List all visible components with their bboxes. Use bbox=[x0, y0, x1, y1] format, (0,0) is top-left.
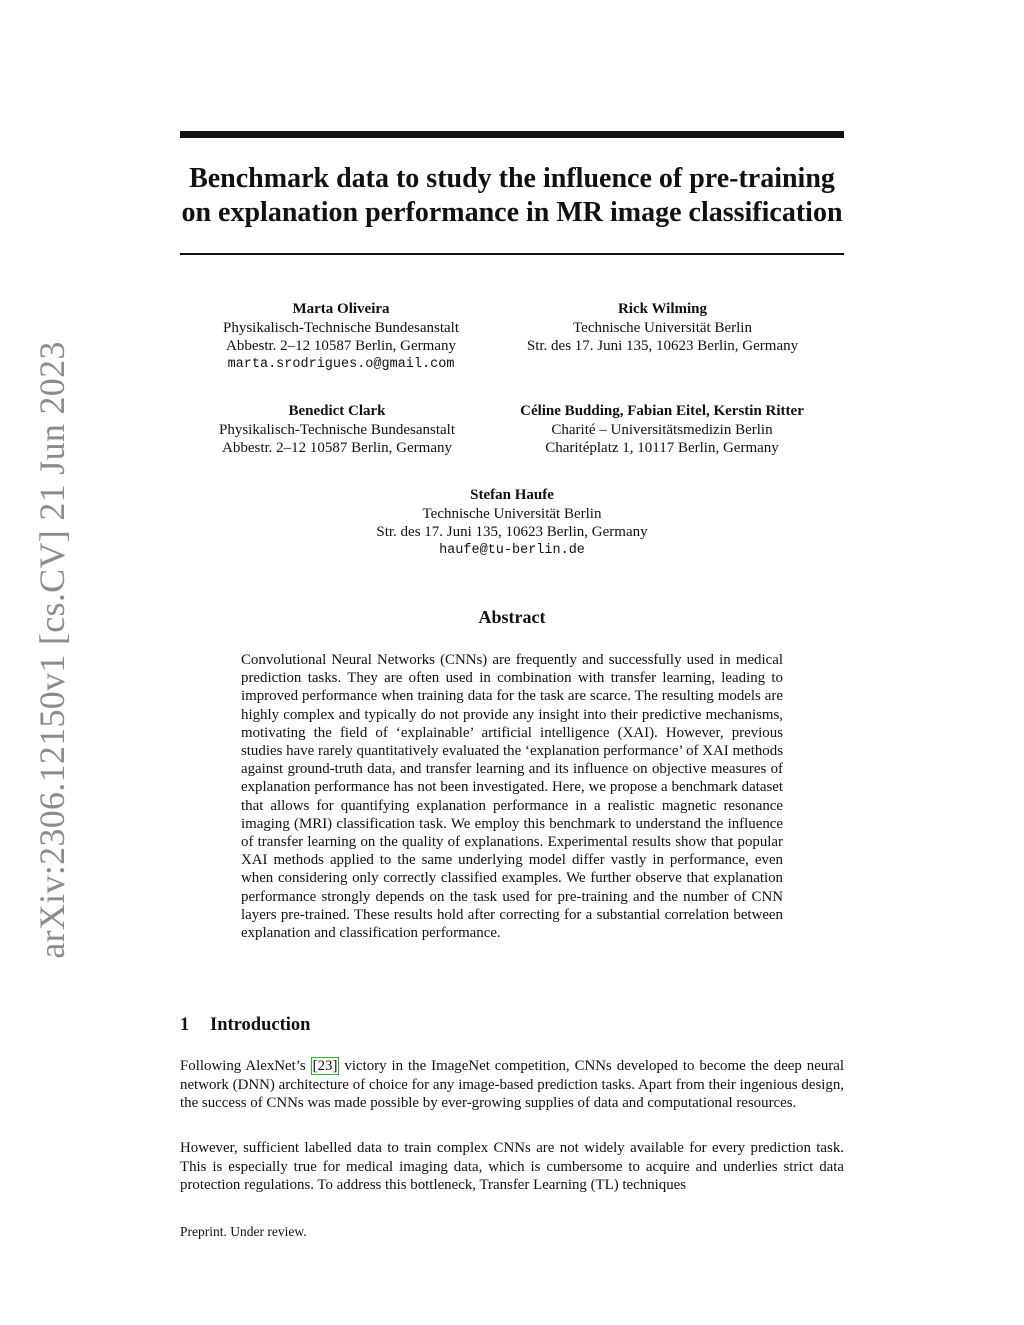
author-affiliation: Physikalisch-Technische Bundesanstalt bbox=[223, 319, 459, 336]
author-address: Abbestr. 2–12 10587 Berlin, Germany bbox=[226, 338, 456, 354]
author-block-5 bbox=[337, 486, 687, 560]
author-address: Charitéplatz 1, 10117 Berlin, Germany bbox=[545, 440, 779, 456]
author-email[interactable]: marta.srodrigues.o@gmail.com bbox=[227, 356, 455, 372]
intro-paragraph-1 bbox=[180, 1057, 844, 1113]
citation-link[interactable]: [23] bbox=[312, 1058, 338, 1074]
author-block-4 bbox=[497, 402, 827, 458]
paragraph-text: Following AlexNet’s bbox=[180, 1058, 311, 1074]
author-name: Benedict Clark bbox=[288, 403, 386, 419]
arxiv-identifier: arXiv:2306.12150v1 [cs.CV] 21 Jun 2023 bbox=[32, 341, 72, 959]
author-name: Céline Budding, Fabian Eitel, Kerstin Ritter bbox=[520, 403, 804, 419]
title-bottom-rule bbox=[180, 253, 844, 255]
author-address: Abbestr. 2–12 10587 Berlin, Germany bbox=[222, 440, 452, 456]
author-name: Marta Oliveira bbox=[292, 301, 390, 317]
author-affiliation: Physikalisch-Technische Bundesanstalt bbox=[219, 421, 455, 438]
abstract-text: Convolutional Neural Networks (CNNs) are frequently and successfully used in medical prediction tasks. They are often used in combination with transfer learning, leading to improved performance when training data for the task are scarce. The resulting models are highly complex and typically do not provide any insight into their predictive mechanisms, motivating the field of ‘explainable’ artificial intelligence (XAI). However, previous studies have rarely quantitatively evaluated the ‘explanation performance’ of XAI methods against ground-truth data, and transfer learning and its influence on objective measures of explanation performance has not been investigated. Here, we propose a benchmark dataset that allows for quantifying explanation performance in a realistic magnetic resonance imaging (MRI) classification task. We employ this benchmark to understand the influence of transfer learning on the quality of explanations. Experimental results show that popular XAI methods applied to the same underlying model differ vastly in performance, even when considering only correctly classified examples. We further observe that explanation performance strongly depends on the task used for pre-training and the number of CNN layers pre-trained. These results hold after correcting for a substantial correlation between explanation and classification performance. bbox=[241, 652, 783, 942]
author-affiliation: Technische Universität Berlin bbox=[422, 505, 602, 522]
page-footer: Preprint. Under review. bbox=[180, 1224, 307, 1239]
author-address: Str. des 17. Juni 135, 10623 Berlin, Germany bbox=[526, 338, 799, 354]
author-block-2 bbox=[500, 300, 825, 356]
abstract-heading: Abstract bbox=[478, 607, 546, 627]
author-name: Stefan Haufe bbox=[470, 487, 554, 503]
author-block-3 bbox=[186, 402, 488, 458]
author-affiliation: Charité – Universitätsmedizin Berlin bbox=[551, 421, 773, 438]
paper-title: Benchmark data to study the influence of pre-training on explanation performance in MR image classification bbox=[181, 163, 843, 228]
intro-paragraph-2: However, sufficient labelled data to train complex CNNs are not widely available for every prediction task. This is especially true for medical imaging data, which is cumbersome to acquire and underlies strict data protection regulations. To address this bottleneck, Transfer Learning (TL) techniques bbox=[180, 1140, 844, 1193]
title-top-rule bbox=[180, 131, 844, 138]
author-name: Rick Wilming bbox=[617, 301, 708, 317]
section-number: 1 bbox=[180, 1015, 190, 1035]
author-block-1 bbox=[186, 300, 496, 374]
section-heading-introduction bbox=[180, 1015, 310, 1036]
section-title: Introduction bbox=[210, 1015, 311, 1035]
author-email[interactable]: haufe@tu-berlin.de bbox=[439, 542, 585, 558]
paragraph-text: victory in the ImageNet competition, CNNs developed to become the deep neural network (DNN) architecture of choice for any image-based prediction tasks. Apart from their ingenious design, the success of CNNs was made possible by ever-growing supplies of data and computational resources. bbox=[180, 1058, 844, 1111]
author-affiliation: Technische Universität Berlin bbox=[573, 319, 752, 336]
author-address: Str. des 17. Juni 135, 10623 Berlin, Germany bbox=[376, 524, 648, 540]
